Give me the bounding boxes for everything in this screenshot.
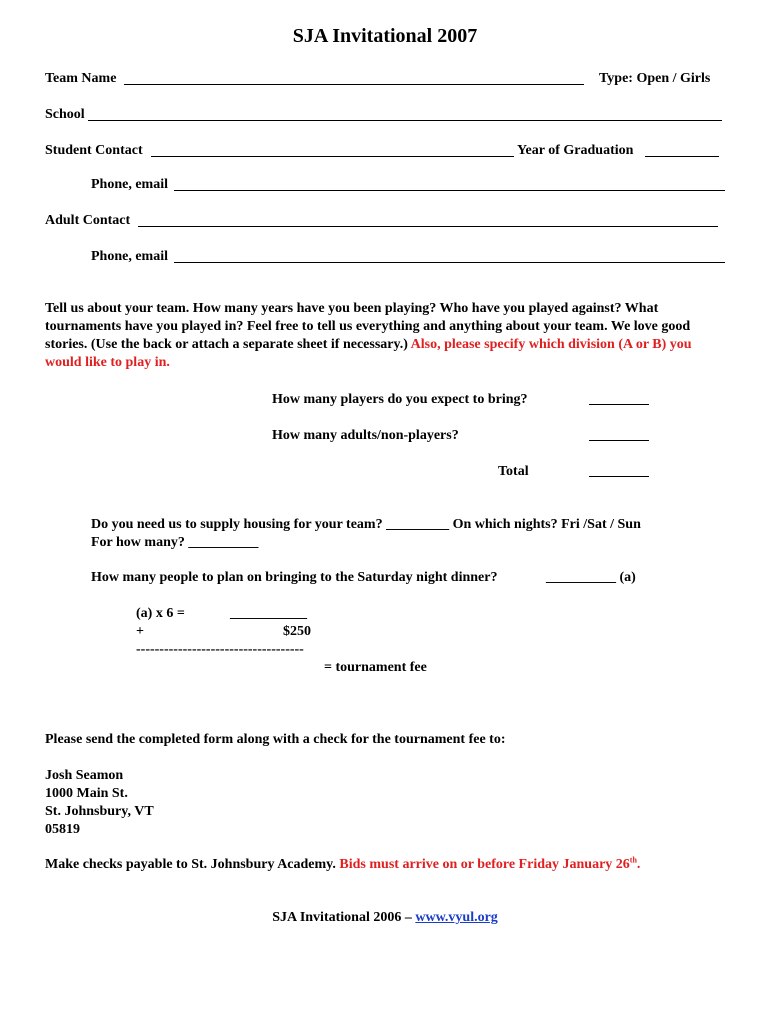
calc-plus: +	[136, 624, 144, 639]
page-title: SJA Invitational 2007	[292, 25, 478, 47]
address-city: St. Johnsbury, VT	[45, 804, 154, 819]
calc-a-field[interactable]: ___________	[230, 606, 307, 621]
deadline-period: .	[636, 857, 641, 872]
student-contact-field[interactable]	[151, 156, 514, 157]
players-question: How many players do you expect to bring?	[272, 392, 528, 407]
student-phone-email-field[interactable]	[174, 190, 725, 191]
address-name: Josh Seamon	[45, 768, 124, 783]
checks-payable-text: Make checks payable to St. Johnsbury Academy.	[45, 857, 340, 872]
team-name-label: Team Name	[45, 71, 117, 86]
calc-fee: $250	[283, 624, 311, 639]
calc-divider: ------------------------------------	[136, 642, 304, 657]
total-label: Total	[498, 464, 529, 479]
adult-contact-label: Adult Contact	[45, 213, 131, 228]
total-field[interactable]	[589, 476, 649, 477]
players-field[interactable]	[589, 404, 649, 405]
footer	[0, 909, 770, 926]
deadline-text	[339, 857, 640, 872]
dinner-field[interactable]: __________ (a)	[546, 570, 636, 585]
adult-contact-field[interactable]	[138, 226, 718, 227]
student-contact-label: Student Contact	[45, 143, 143, 158]
type-label: Type: Open / Girls	[599, 71, 711, 86]
adult-phone-email-label: Phone, email	[91, 249, 168, 264]
year-graduation-field[interactable]	[645, 156, 719, 157]
school-field[interactable]	[88, 120, 722, 121]
calc-a-label: (a) x 6 =	[136, 606, 185, 621]
footer-text: SJA Invitational 2006 –	[272, 910, 416, 925]
deadline-main: Bids must arrive on or before Friday January 26	[339, 857, 630, 872]
division-instructions: Also, please specify which division (A or B) you would like to play in.	[45, 337, 692, 370]
year-graduation-label: Year of Graduation	[517, 143, 634, 158]
housing-count-question: For how many? __________	[91, 535, 259, 550]
adult-phone-email-field[interactable]	[174, 262, 725, 263]
footer-link[interactable]: www.vyul.org	[415, 910, 498, 925]
adults-question: How many adults/non-players?	[272, 428, 459, 443]
checks-payable-line	[45, 856, 640, 873]
deadline-suffix: th	[629, 855, 637, 865]
adults-field[interactable]	[589, 440, 649, 441]
team-name-field[interactable]	[124, 84, 584, 85]
calc-result: = tournament fee	[324, 660, 427, 675]
team-description-instructions	[45, 300, 725, 372]
address-street: 1000 Main St.	[45, 786, 128, 801]
school-label: School	[45, 107, 85, 122]
dinner-question: How many people to plan on bringing to the Saturday night dinner?	[91, 570, 498, 585]
housing-question: Do you need us to supply housing for your team? _________ On which nights? Fri /Sat / Sun	[91, 517, 641, 532]
student-phone-email-label: Phone, email	[91, 177, 168, 192]
instructions-text: Tell us about your team. How many years have you been playing? Who have you played against? What tournaments have you played in? Feel free to tell us everything and anything about your team. We love good stories. (Use the back or attach a separate sheet if necessary.)	[45, 301, 691, 352]
send-instructions: Please send the completed form along with a check for the tournament fee to:	[45, 732, 506, 747]
address-zip: 05819	[45, 822, 80, 837]
